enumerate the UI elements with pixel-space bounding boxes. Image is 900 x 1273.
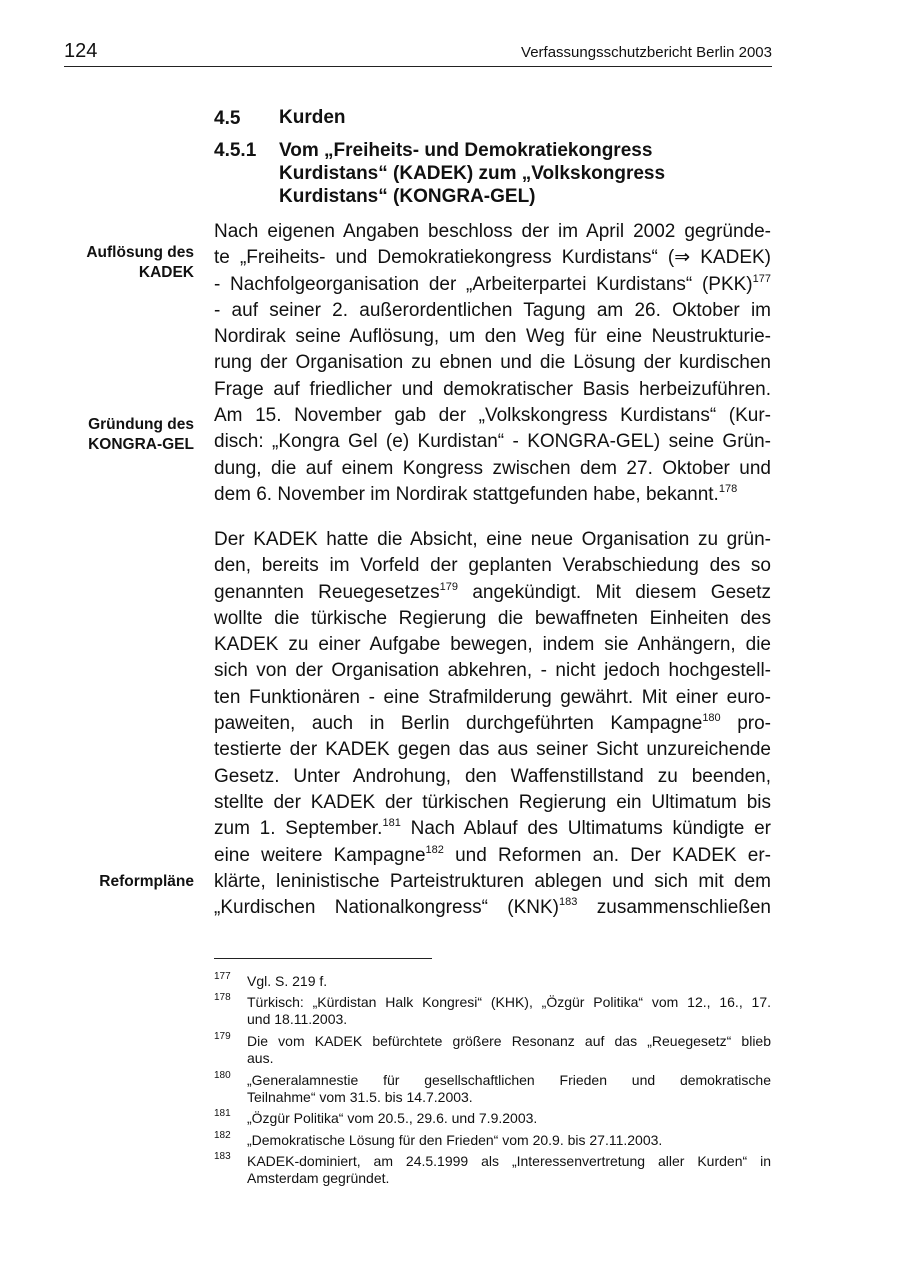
footnote-ref: 180 [702, 712, 721, 725]
text-line: wollte die türkische Regierung die bewaffneten Einheiten des [214, 607, 771, 629]
margin-note-reform: Reformpläne [99, 873, 194, 890]
text-line: dung, die auf einem Kongress zwischen dem 27. Oktober und [214, 457, 771, 479]
margin-note-aufloesung: Auflösung des KADEK [86, 244, 194, 281]
footnote-179 [214, 1033, 771, 1067]
text-line: KADEK zu einer Aufgabe bewegen, indem sie Anhängern, die [214, 634, 771, 656]
subsection-title [279, 139, 665, 208]
text-line: Nordirak seine Auflösung, um den Weg für eine Neustrukturie- [214, 326, 771, 348]
text-line: klärte, leninistische Parteistrukturen ablegen und sich mit dem [214, 870, 771, 892]
subsection-number: 4.5.1 [214, 140, 257, 161]
footnote-text: Vgl. S. 219 f. [247, 973, 328, 989]
footnote-number: 180 [214, 1070, 231, 1081]
footnote-separator [214, 958, 432, 959]
text-line: disch: „Kongra Gel (e) Kurdistan“ - KONGRA-GEL) seine Grün- [214, 431, 771, 453]
footnote-ref: 182 [425, 843, 444, 856]
footnote-number: 177 [214, 971, 231, 982]
footnote-number: 178 [214, 992, 231, 1003]
footnote-number: 179 [214, 1031, 231, 1042]
footnote-177 [214, 973, 771, 990]
footnote-text: und 18.11.2003. [247, 1011, 348, 1027]
footnote-183 [214, 1153, 771, 1187]
footnote-text: Die vom KADEK befürchtete größere Resonanz auf das „Reuegesetz“ blieb [247, 1033, 771, 1049]
footnote-text: Türkisch: „Kürdistan Halk Kongresi“ (KHK), „Özgür Politika“ vom 12., 16., 17. [247, 994, 771, 1010]
text-line: eine weitere Kampagne$^{182}$ und Reformen an. Der KADEK er- [214, 843, 771, 866]
text-line: den, bereits im Vorfeld der geplanten Verabschiedung des so [214, 555, 771, 577]
footnote-text: Amsterdam gegründet. [247, 1170, 390, 1186]
footnote-ref: 178 [718, 482, 738, 495]
footnote-ref: 179 [439, 580, 458, 593]
footnote-182 [214, 1132, 771, 1149]
footnote-text: „Özgür Politika“ vom 20.5., 29.6. und 7.9.2003. [247, 1110, 538, 1126]
text-line: zum 1. September.$^{181}$ Nach Ablauf des Ultimatums kündigte er [214, 817, 772, 840]
text-line: Der KADEK hatte die Absicht, eine neue Organisation zu grün- [214, 529, 771, 550]
footnote-text: KADEK-dominiert, am 24.5.1999 als „Interessenvertretung aller Kurden“ in [247, 1153, 771, 1169]
footnote-178 [214, 994, 771, 1028]
text-line: sich von der Organisation abkehren, - nicht jedoch hochgestell- [214, 660, 771, 682]
section-title: Kurden [279, 107, 346, 128]
text-line: testierte der KADEK gegen das aus seiner Sicht unzureichende [214, 739, 771, 761]
text-line: stellte der KADEK der türkischen Regierung ein Ultimatum bis [214, 791, 771, 813]
text-line: te „Freiheits- und Demokratiekongress Kurdistans“ (⇒ KADEK) [214, 247, 771, 269]
text-line: „Kurdischen Nationalkongress“ (KNK)$^{183}$ zusammenschließen [214, 896, 772, 919]
footnote-text: „Demokratische Lösung für den Frieden“ vom 20.9. bis 27.11.2003. [247, 1132, 663, 1148]
text-line: ten Funktionären - eine Strafmilderung gewährt. Mit einer euro- [214, 686, 771, 708]
running-title: Verfassungsschutzbericht Berlin 2003 [521, 44, 772, 61]
text-line: - auf seiner 2. außerordentlichen Tagung am 26. Oktober im [214, 299, 771, 321]
subsection-title-line: Vom „Freiheits- und Demokratiekongress [279, 140, 653, 161]
paragraph-2 [214, 527, 771, 921]
subsection-title-line: Kurdistans“ (KONGRA-GEL) [279, 186, 536, 207]
footnote-text: Teilnahme“ vom 31.5. bis 14.7.2003. [247, 1089, 473, 1105]
text-line: Nach eigenen Angaben beschloss der im April 2002 gegründe- [214, 221, 771, 242]
text-line: Gesetz. Unter Androhung, den Waffenstillstand zu beenden, [214, 765, 771, 787]
margin-note-gruendung: Gründung des KONGRA-GEL [88, 416, 194, 453]
text-line: Am 15. November gab der „Volkskongress Kurdistans“ (Kur- [214, 405, 771, 427]
footnote-number: 183 [214, 1151, 231, 1162]
footnote-text: „Generalamnestie für gesellschaftlichen Frieden und demokratische [247, 1072, 771, 1088]
footnote-text: aus. [247, 1050, 274, 1066]
text-line: rung der Organisation zu ebnen und die Lösung der kurdischen [214, 352, 771, 374]
subsection-title-line: Kurdistans“ (KADEK) zum „Volkskongress [279, 163, 666, 184]
footnote-ref: 177 [752, 272, 771, 285]
footnote-number: 182 [214, 1130, 231, 1141]
text-line: paweiten, auch in Berlin durchgeführten Kampagne$^{180}$ pro- [214, 712, 772, 735]
page-number: 124 [64, 40, 98, 62]
text-line: genannten Reuegesetzes$^{179}$ angekündigt. Mit diesem Gesetz [214, 580, 772, 603]
text-line: Frage auf friedlicher und demokratischer Basis herbeizuführen. [214, 378, 771, 400]
paragraph-1 [214, 219, 771, 508]
footnote-180 [214, 1072, 771, 1106]
footnote-181 [214, 1110, 771, 1127]
footnote-ref: 183 [559, 896, 578, 909]
footnote-ref: 181 [382, 817, 401, 830]
text-line: - Nachfolgeorganisation der „Arbeiterpartei Kurdistans“ (PKK)$^{177}$ [214, 272, 771, 295]
page-header [64, 38, 772, 67]
section-number: 4.5 [214, 108, 241, 129]
text-line: dem 6. November im Nordirak stattgefunden habe, bekannt.$^{178}$ [214, 482, 738, 505]
footnote-number: 181 [214, 1108, 231, 1119]
